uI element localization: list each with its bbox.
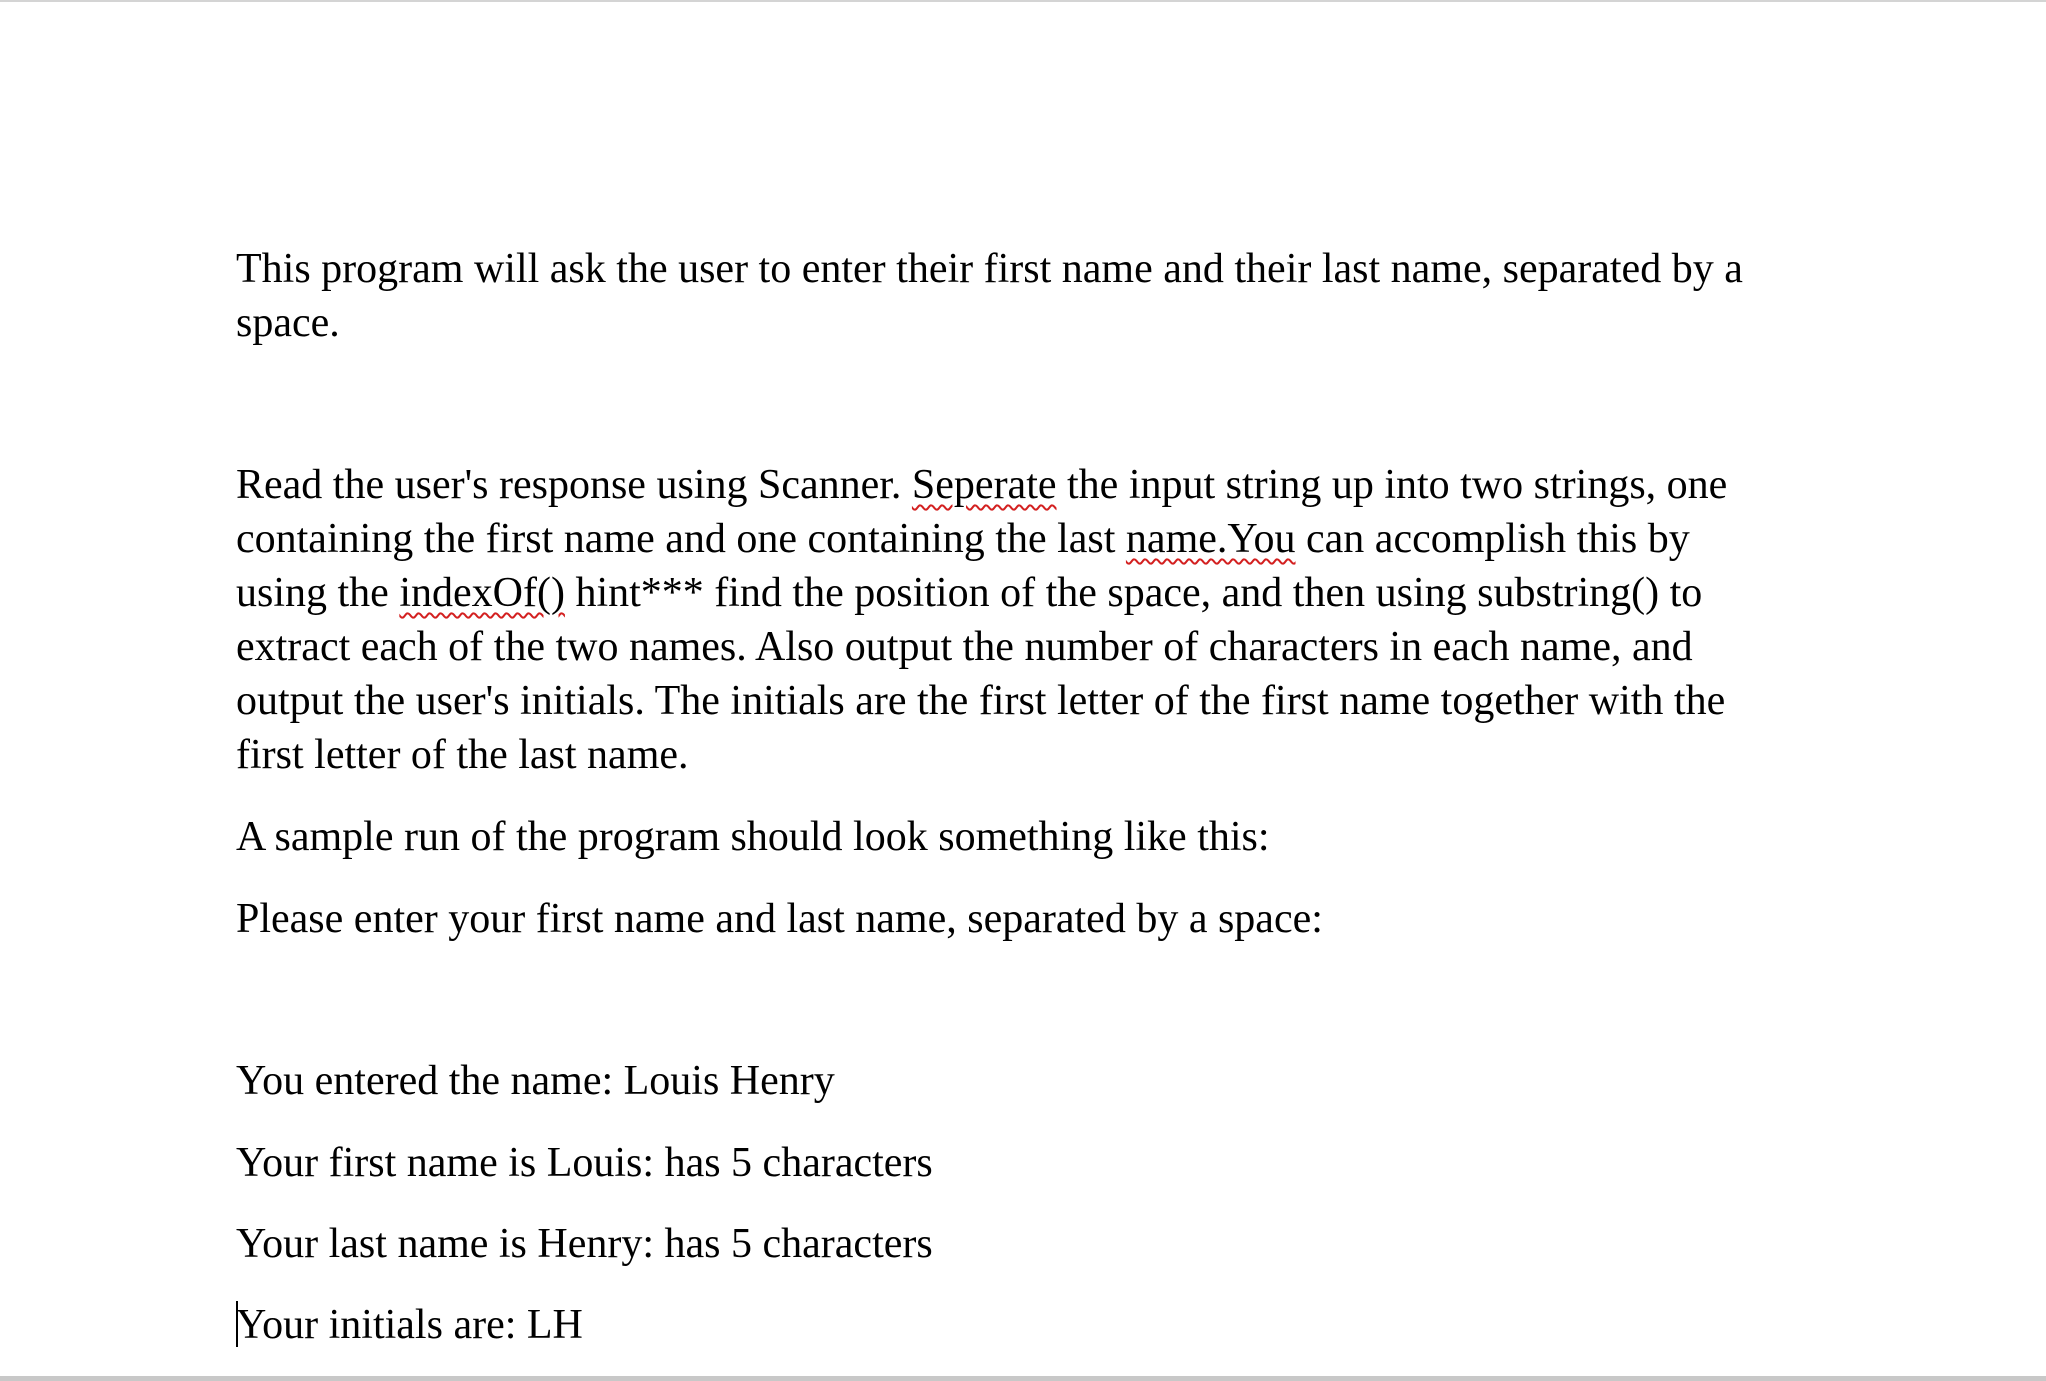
instructions-line-4: extract each of the two names. Also output the number of characters in each name, and bbox=[236, 624, 1693, 670]
sample-first-name: Your first name is Louis: has 5 characters bbox=[236, 1140, 933, 1186]
sample-initials: Your initials are: LH bbox=[236, 1302, 583, 1348]
text-run: Read the user's response using Scanner. bbox=[236, 462, 912, 508]
instructions-line-6: first letter of the last name. bbox=[236, 732, 689, 778]
intro-line-2: space. bbox=[236, 300, 340, 346]
sample-prompt: Please enter your first name and last name, separated by a space: bbox=[236, 896, 1323, 942]
paragraph-intro bbox=[236, 242, 1743, 350]
text-run: using the bbox=[236, 570, 400, 616]
instructions-line-3 bbox=[236, 566, 1727, 620]
spelling-error-name-you[interactable]: name.You bbox=[1125, 516, 1296, 562]
sample-last-name: Your last name is Henry: has 5 characters bbox=[236, 1221, 933, 1267]
intro-line-1: This program will ask the user to enter their first name and their last name, separated by a bbox=[236, 246, 1743, 292]
text-run: can accomplish this by bbox=[1295, 516, 1690, 562]
spelling-error-seperate[interactable]: Seperate bbox=[911, 462, 1057, 508]
instructions-line-5: output the user's initials. The initials are the first letter of the first name together with the bbox=[236, 678, 1726, 724]
text-run: containing the first name and one containing the last bbox=[236, 516, 1126, 562]
page-bottom-border bbox=[0, 1376, 2046, 1381]
text-run: the input string up into two strings, one bbox=[1056, 462, 1728, 508]
instructions-line-2 bbox=[236, 512, 1727, 566]
instructions-line-1 bbox=[236, 458, 1727, 512]
text-run: hint*** find the position of the space, and then using substring() to bbox=[564, 570, 1703, 616]
sample-initials-line bbox=[236, 1298, 583, 1352]
spelling-error-indexof[interactable]: indexOf() bbox=[399, 570, 565, 616]
sample-entered: You entered the name: Louis Henry bbox=[236, 1058, 835, 1104]
sample-intro: A sample run of the program should look something like this: bbox=[236, 814, 1270, 860]
paragraph-instructions bbox=[236, 458, 1727, 782]
